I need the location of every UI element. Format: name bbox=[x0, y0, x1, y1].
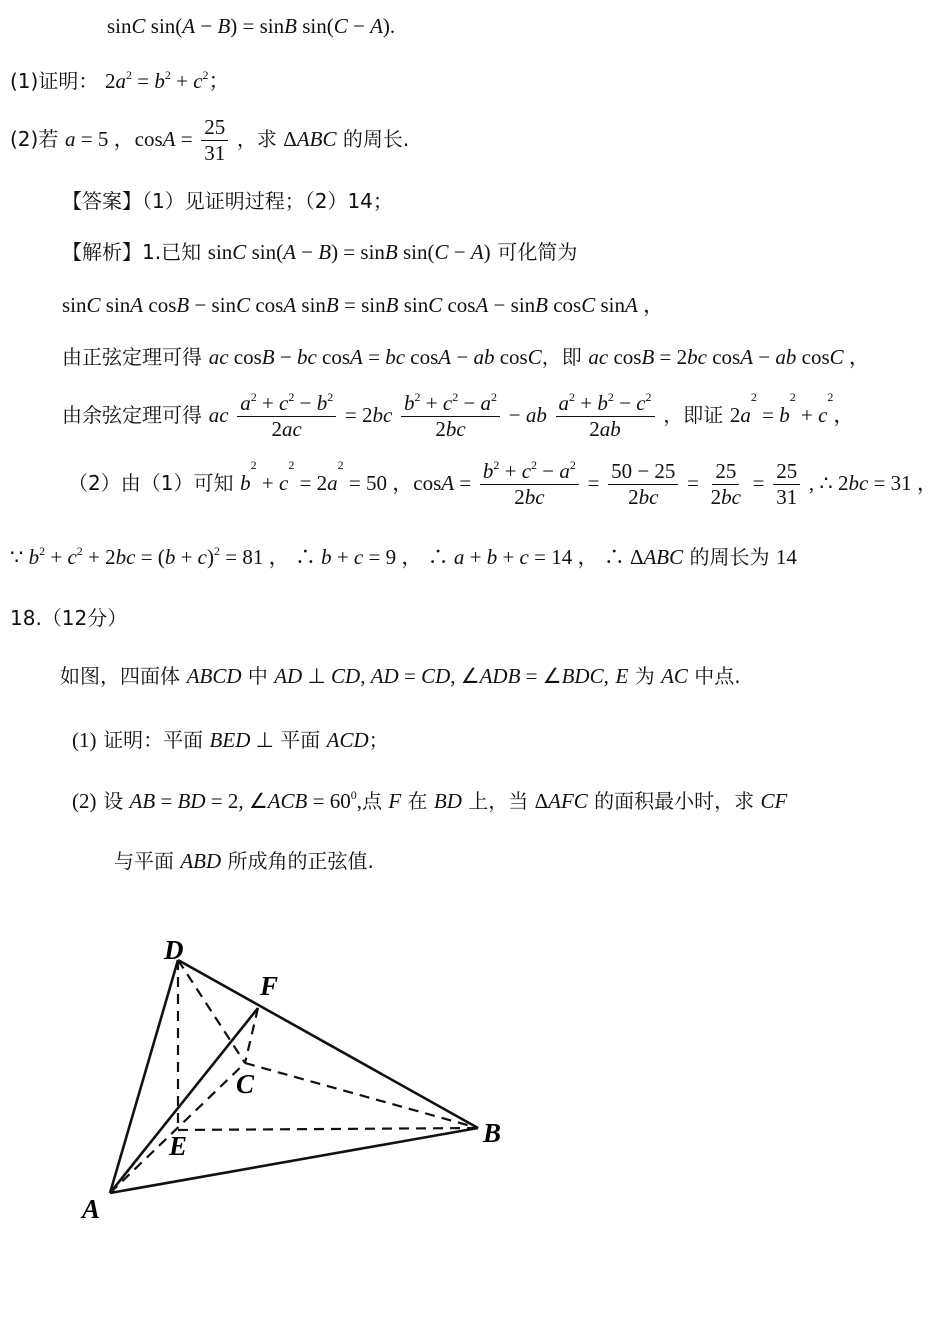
analysis-sine-rule: 由正弦定理可得 ac cosB − bc cosA = bc cosA − ab cosC，即 ac cosB = 2bc cosA − ab cosC ， bbox=[62, 345, 870, 369]
analysis-cos-rule: 由余弦定理可得 ac $\frac{a^2 + c^2 - b^2}{2ac}$ = 2bc $\frac{b^2 + c^2 - a^2}{2bc}$ − ab $\frac{a^2 + b^2 - c^2}{2ab}$ ，即证 $2a^2 = b^2 + c^2$， bbox=[62, 390, 855, 441]
analysis-intro: 【解析】1.已知 sinC sin(A − B) = sinB sin(C − A) 可化简为 bbox=[62, 240, 578, 264]
label-C: C bbox=[236, 1069, 255, 1099]
label-E: E bbox=[169, 1131, 188, 1161]
analysis-part2: （2）由（1）可知 $b^2 + c^2 = 2a^2 = 50$ ，cosA = $\frac{b^2 + c^2 - a^2}{2bc}$ = $\frac{50 - 25}{2bc}$ = $\frac{25}{2bc}$ = $\frac{25}{31}$ , ∴ 2bc = 31 ， bbox=[68, 458, 938, 509]
analysis-expand: sinC sinA cosB − sinC cosA sinB = sinB sinC cosA − sinB cosC sinA ， bbox=[62, 293, 665, 317]
q18-sub1: (1) 证明：平面 BED ⊥ 平面 ACD； bbox=[72, 728, 389, 752]
part-1-equation: $2a^2 = b^2 + c^2$； bbox=[105, 68, 230, 93]
label-D: D bbox=[164, 935, 184, 965]
edge-AF bbox=[110, 1008, 258, 1193]
label-F: F bbox=[260, 971, 279, 1001]
part-2-label: (2)若 bbox=[10, 127, 59, 151]
analysis-tag: 【解析】 bbox=[62, 240, 142, 264]
answer-tag: 【答案】 bbox=[62, 189, 142, 213]
edge-AB bbox=[110, 1128, 478, 1193]
tetrahedron-figure bbox=[70, 925, 530, 1235]
answer-line bbox=[62, 191, 393, 211]
label-B: B bbox=[483, 1118, 502, 1148]
q18-sub2-cont: 与平面 ABD 所成角的正弦值. bbox=[114, 849, 374, 873]
part-2: (2)若 a = 5 ，cosA = $\frac{25}{31}$ ，求 ΔABC 的周长. bbox=[10, 115, 410, 165]
cos-a-fraction: $\frac{25}{31}$ bbox=[201, 117, 228, 164]
answer-text: （1）见证明过程；（2）14； bbox=[142, 189, 393, 213]
q18-number: 18.（12分） bbox=[10, 606, 128, 630]
label-A: A bbox=[82, 1194, 101, 1224]
edge-CB bbox=[245, 1063, 478, 1128]
q18-sub2-num: (2) bbox=[72, 789, 97, 813]
analysis-final: ∵ $b^2 + c^2 + 2bc = (b + c)^2 = 81$ ， ∴ b + c = 9 ， ∴ a + b + c = 14 ， ∴ ΔABC 的周长为 14 bbox=[10, 544, 797, 569]
edge-EB bbox=[178, 1128, 478, 1130]
q18-sub2: (2) 设 AB = BD = 2, ∠ACB = $60^0$,点 F 在 BD 上，当 ΔAFC 的面积最小时，求 CF bbox=[72, 788, 788, 813]
edge-DB bbox=[178, 960, 478, 1128]
q18-sub1-num: (1) bbox=[72, 728, 97, 752]
part-1 bbox=[10, 68, 230, 93]
q18-stem: 如图，四面体 ABCD 中 AD ⊥ CD, AD = CD, ∠ADB = ∠BDC, E 为 AC 中点. bbox=[60, 664, 741, 688]
edge-DC bbox=[178, 960, 245, 1063]
edge-DA bbox=[110, 960, 178, 1193]
part-1-label: (1)证明： bbox=[10, 69, 99, 93]
given-equation: sinC sin(A − B) = sinB sin(C − A). bbox=[107, 14, 396, 38]
